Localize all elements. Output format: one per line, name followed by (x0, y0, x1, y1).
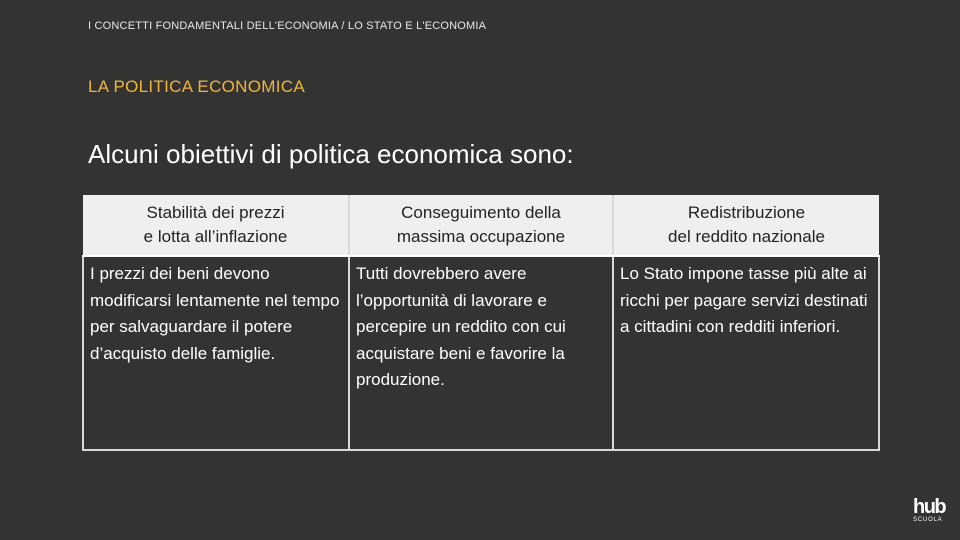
header-full-employment: Conseguimento della massima occupazione (349, 195, 613, 256)
cell-price-stability: I prezzi dei beni devono modificarsi lentamente nel tempo per salvaguardare il potere d’acquisto delle famiglie. (83, 256, 349, 450)
page-heading: Alcuni obiettivi di politica economica sono: (88, 139, 574, 169)
header-price-stability: Stabilità dei prezzi e lotta all’inflazione (83, 195, 349, 256)
breadcrumb: I CONCETTI FONDAMENTALI DELL'ECONOMIA / LO STATO E L'ECONOMIA (88, 20, 487, 32)
cell-income-redistribution: Lo Stato impone tasse più alte ai ricchi per pagare servizi destinati a cittadini con redditi inferiori. (613, 256, 879, 450)
cell-full-employment: Tutti dovrebbero avere l’opportunità di lavorare e percepire un reddito con cui acquistare beni e favorire la produzione. (349, 256, 613, 450)
header-income-redistribution: Redistribuzione del reddito nazionale (613, 195, 879, 256)
hub-scuola-logo (913, 498, 947, 528)
table-row (83, 256, 879, 450)
table-header-row (83, 195, 879, 256)
section-title: LA POLITICA ECONOMICA (88, 77, 305, 96)
objectives-table (82, 195, 880, 451)
logo-main-text: hub (913, 496, 946, 518)
logo-sub-text: SCUOLA (913, 517, 943, 523)
